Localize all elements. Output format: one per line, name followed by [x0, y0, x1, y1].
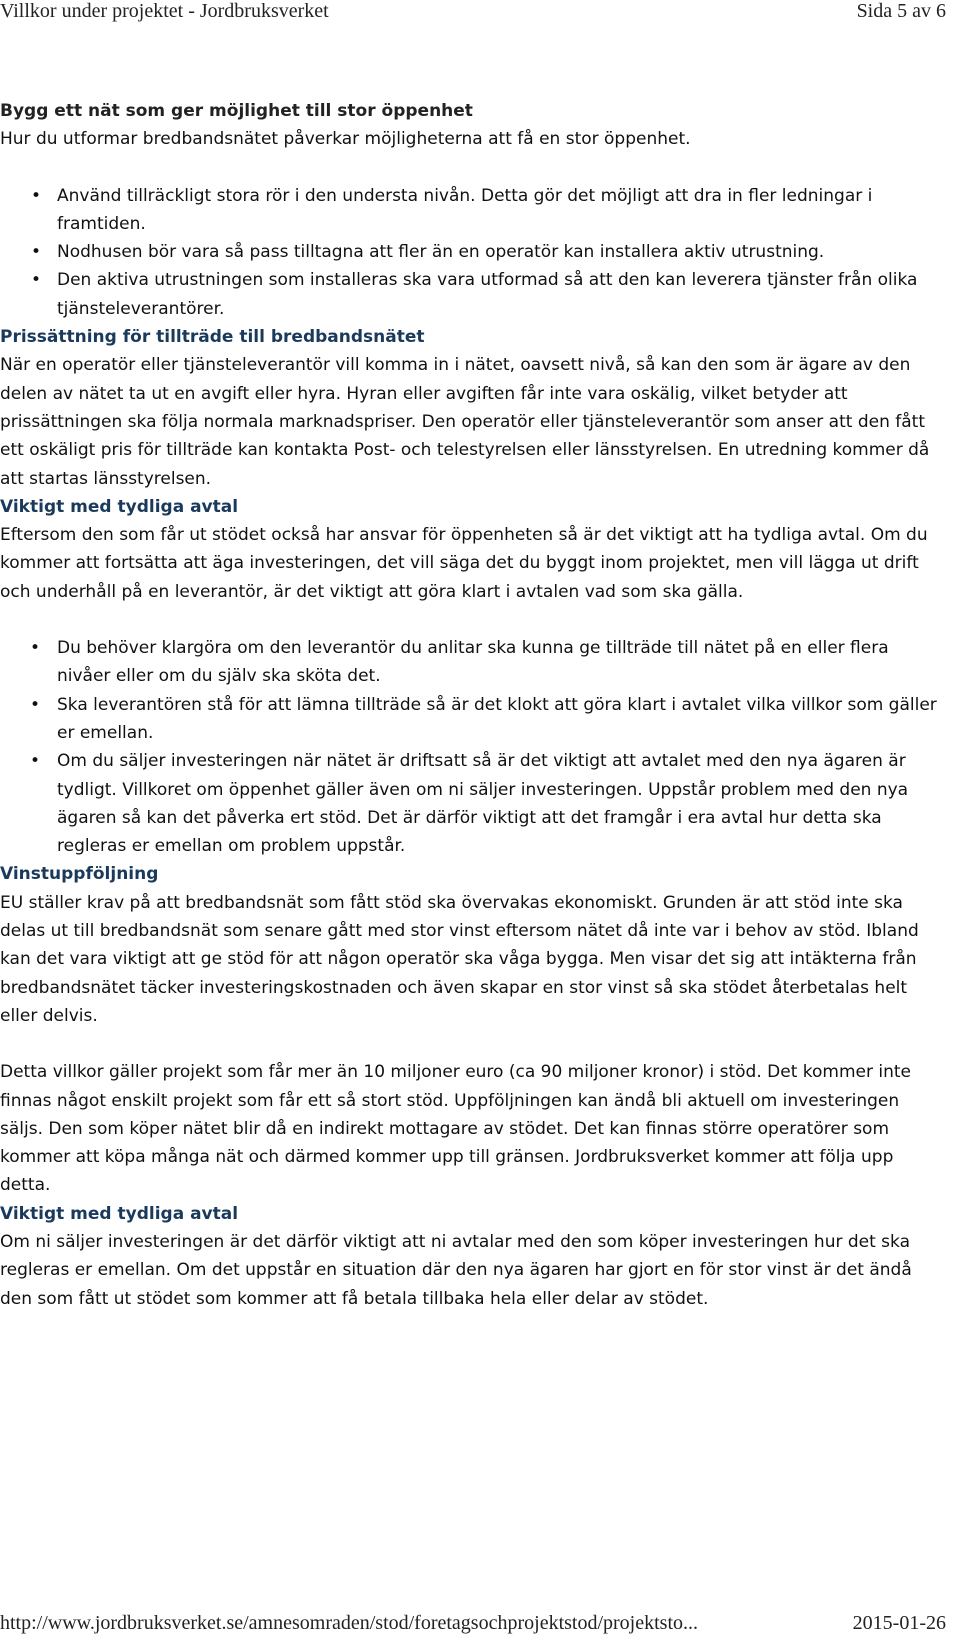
section-title-open-network: Bygg ett nät som ger möjlighet till stor öppenhet: [0, 101, 473, 121]
list-item: • Ska leverantören stå för att lämna tillträde så är det klokt att göra klart i avtalet vilka villkor som gäller er emellan.: [0, 691, 946, 748]
list-item: • Om du säljer investeringen när nätet är driftsatt så är det viktigt att avtalet med den nya ägaren är tydligt. Villkoret om öppenhet gäller även om ni säljer investeringen. Uppstår problem med den nya ägaren så kan det påverka ert stöd. Det är därför viktigt att det framgår i era avtal hur detta ska regleras er emellan om problem uppstår.: [0, 747, 946, 860]
document-title: Villkor under projektet - Jordbruksverket: [0, 0, 329, 22]
section-intro: Hur du utformar bredbandsnätet påverkar möjligheterna att få en stor öppenhet.: [0, 129, 691, 150]
page-header: [0, 0, 946, 30]
section-paragraph: Eftersom den som får ut stödet också har ansvar för öppenheten så är det viktigt att ha tydliga avtal. Om du kommer att fortsätta att äga investeringen, det vill säga det du byggt inom projektet, men vill lägga ut drift och underhåll på en leverantör, är det viktigt att göra klart i avtalen vad som ska gälla.: [0, 525, 928, 602]
section-title-clear-agreements: Viktigt med tydliga avtal: [0, 496, 239, 517]
section-title-pricing: Prissättning för tillträde till bredbandsnätet: [0, 327, 425, 348]
section-paragraph: EU ställer krav på att bredbandsnät som fått stöd ska övervakas ekonomiskt. Grunden är att stöd inte ska delas ut till bredbandsnät som senare gått med stor vinst eftersom nätet då inte var i behov av stöd. Ibland kan det vara viktigt att ge stöd för att någon operatör ska våga bygga. Men visar det sig att intäkterna från bredbandsnätet täcker investeringskostnaden och även skapar en stor vinst så ska stödet återbetalas helt eller delvis.: [0, 892, 919, 1026]
bullet-list-network: [0, 182, 946, 323]
section-paragraph: När en operatör eller tjänsteleverantör vill komma in i nätet, oavsett nivå, så kan den som är ägare av den delen av nätet ta ut en avgift eller hyra. Hyran eller avgiften får inte vara oskälig, vilket betyder att prissättningen ska följa normala marknadspriser. Den operatör eller tjänsteleverantör som anser att den fått ett oskäligt pris för tillträde kan kontakta Post- och telestyrelsen eller länsstyrelsen. En utredning kommer då att startas länsstyrelsen.: [0, 355, 930, 489]
section-paragraph: Detta villkor gäller projekt som får mer än 10 miljoner euro (ca 90 miljoner kronor) i stöd. Det kommer inte finnas något enskilt projekt som får ett så stort stöd. Uppföljningen kan ändå bli aktuell om investeringen säljs. Den som köper nätet blir då en indirekt mottagare av stödet. Det kan finnas större operatörer som kommer att köpa många nät och därmed kommer upp till gränsen. Jordbruksverket kommer att följa upp detta.: [0, 1062, 912, 1196]
page-number: Sida 5 av 6: [856, 0, 946, 22]
list-item: • Nodhusen bör vara så pass tilltagna att fler än en operatör kan installera aktiv utrustning.: [0, 238, 946, 266]
bullet-list-agreements: [0, 634, 946, 860]
source-url: http://www.jordbruksverket.se/amnesomraden/stod/foretagsochprojektstod/projektsto...: [0, 1612, 699, 1634]
print-date: 2015-01-26: [852, 1612, 946, 1634]
section-title-clear-agreements-2: Viktigt med tydliga avtal: [0, 1203, 239, 1224]
list-item: • Använd tillräckligt stora rör i den understa nivån. Detta gör det möjligt att dra in fler ledningar i framtiden.: [0, 182, 946, 239]
list-item: • Du behöver klargöra om den leverantör du anlitar ska kunna ge tillträde till nätet på en eller flera nivåer eller om du själv ska sköta det.: [0, 634, 946, 691]
page-footer: [0, 1612, 946, 1641]
section-title-profit-followup: Vinstuppföljning: [0, 864, 159, 885]
section-paragraph: Om ni säljer investeringen är det därför viktigt att ni avtalar med den som köper investeringen hur det ska regleras er emellan. Om det uppstår en situation där den nya ägaren har gjort en för stor vinst är det ändå den som fått ut stödet som kommer att få betala tillbaka hela eller delar av stödet.: [0, 1231, 912, 1309]
list-item: • Den aktiva utrustningen som installeras ska vara utformad så att den kan leverera tjänster från olika tjänsteleverantörer.: [0, 266, 946, 323]
document-body: [0, 97, 946, 1313]
